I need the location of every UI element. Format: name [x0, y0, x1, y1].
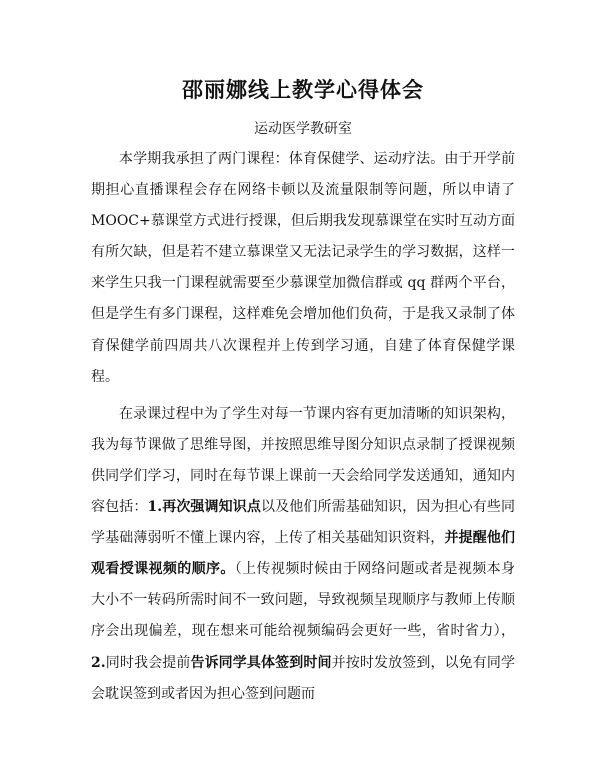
- document-body: [91, 144, 515, 710]
- paragraph-text: （上传视频时候由于网络问题或者是视频本身大小不一转码所需时间不一致问题，导致视频呈现顺序与教师上传顺序会出现偏差，现在想来可能给视频编码会更好一些，省时省力），: [91, 561, 516, 640]
- emphasized-text: 告诉同学具体签到时间: [190, 654, 332, 671]
- paragraph-text: 在录课过程中为了学生对每一节课内容有更加清晰的知识架构，我为每节课做了思维导图，并按照思维导图分知识点录制了授课视频供同学们学习，同时在每节课上课前一天会给同学发送通知，通知内容包括：: [91, 405, 515, 516]
- body-paragraph: [91, 399, 515, 710]
- emphasized-text: 1.再次强调知识点: [147, 499, 262, 516]
- document-title: 邵丽娜线上教学心得体会: [182, 77, 424, 102]
- paragraph-text: 并按时发放签到，以免有同学会耽误签到或者因为担心签到问题而: [91, 654, 516, 702]
- paragraph-text: 本学期我承担了两门课程：体育保健学、运动疗法。由于开学前期担心直播课程会存在网络卡顿以及流量限制等问题，所以申请了 MOOC+慕课堂方式进行授课，但后期我发现慕课堂在实时互动方面有所欠缺，但是若不建立慕课堂又无法记录学生的学习数据，这样一来学生只我一门课程就需要至少慕课堂加微信群或 qq 群两个平台，但是学生有多门课程，这样难免会增加他们负荷，于是我又录制了体育保健学前四周共八次课程并上传到学习通，自建了体育保健学课程。: [91, 151, 515, 385]
- document-subtitle: 运动医学教研室: [254, 121, 352, 137]
- body-paragraph: [91, 144, 515, 393]
- paragraph-text: 以及他们所需基础知识，因为担心有些同学基础薄弱听不懂上课内容，上传了相关基础知识资料，: [91, 499, 515, 547]
- emphasized-text: 2.: [91, 654, 106, 671]
- emphasized-text: 并提醒他们观看授课视频的顺序。: [91, 530, 516, 578]
- paragraph-text: 同时我会提前: [105, 654, 191, 671]
